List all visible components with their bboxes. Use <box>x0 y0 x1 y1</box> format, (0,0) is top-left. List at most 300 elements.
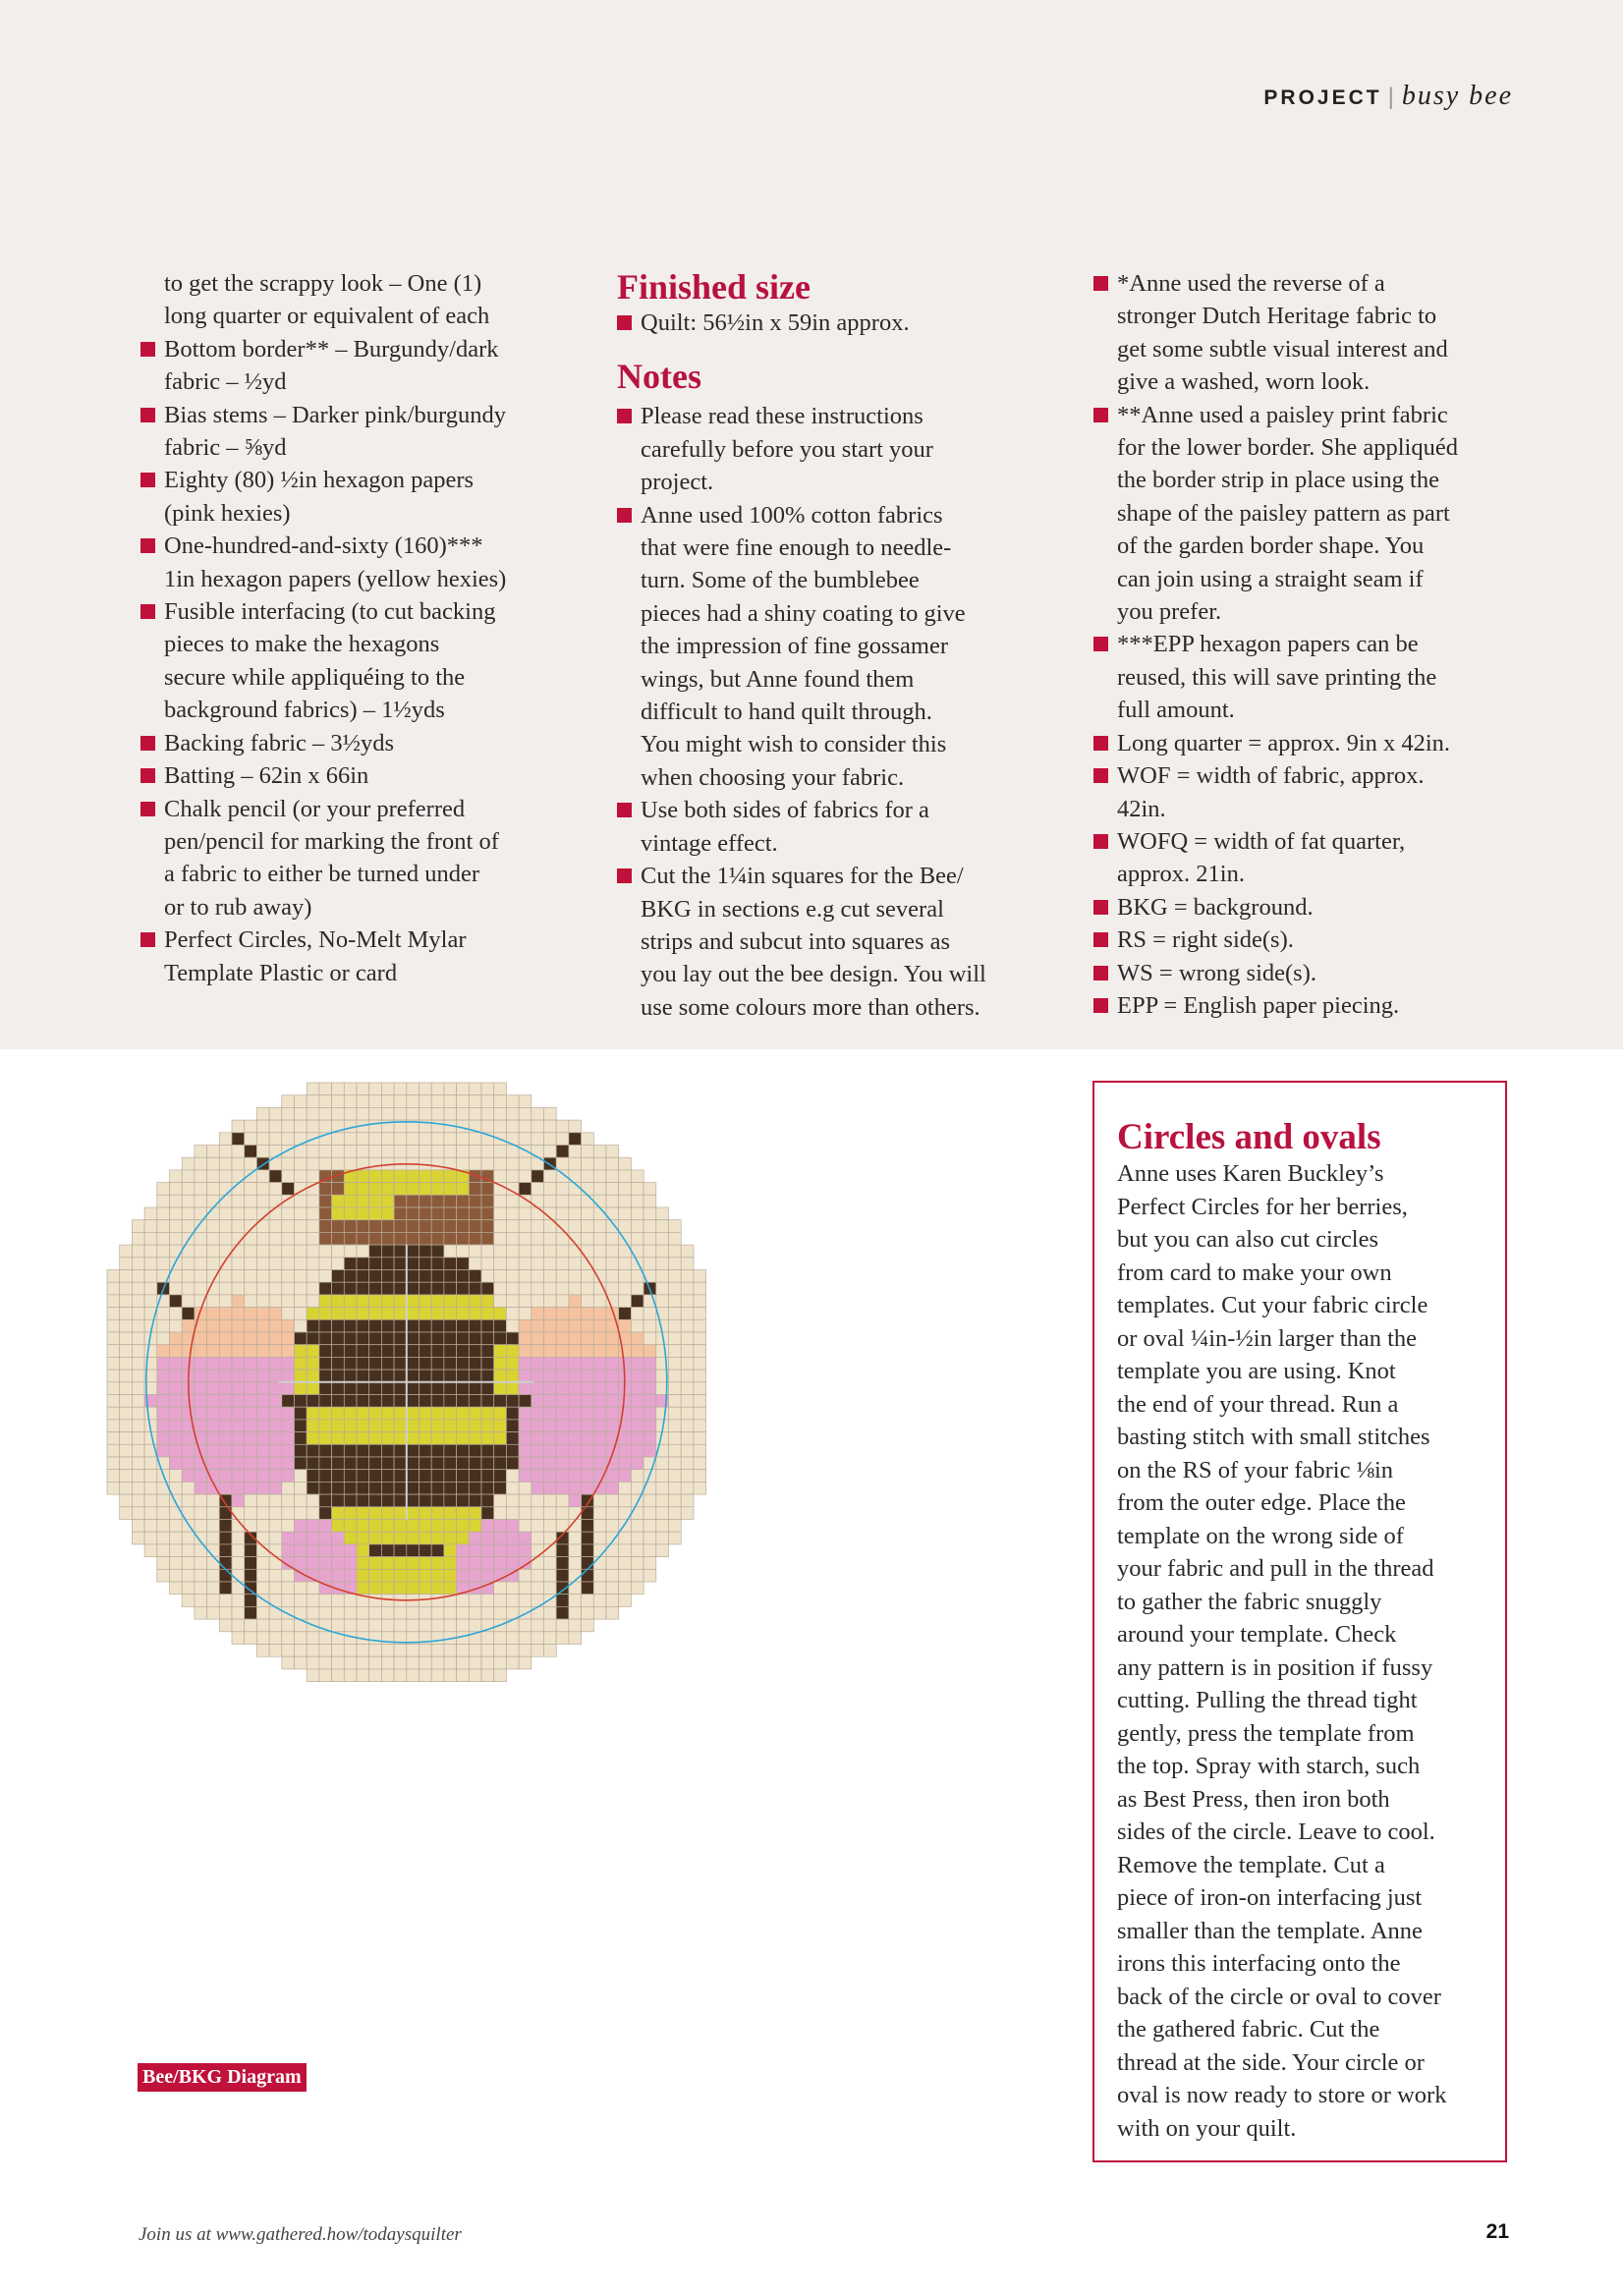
grid-cell <box>219 1332 232 1345</box>
grid-cell <box>569 1258 582 1270</box>
grid-cell <box>357 1395 369 1408</box>
grid-cell <box>481 1220 494 1233</box>
grid-cell <box>544 1245 557 1258</box>
grid-cell <box>420 1095 432 1108</box>
grid-cell <box>644 1332 656 1345</box>
grid-cell <box>469 1370 481 1382</box>
grid-cell <box>394 1107 407 1120</box>
grid-cell <box>631 1207 644 1220</box>
grid-cell <box>269 1133 282 1146</box>
grid-cell <box>357 1245 369 1258</box>
grid-cell <box>256 1482 269 1494</box>
grid-cell <box>132 1345 144 1358</box>
grid-cell <box>357 1170 369 1183</box>
grid-cell <box>170 1494 183 1507</box>
grid-cell <box>332 1457 345 1470</box>
grid-cell <box>332 1245 345 1258</box>
grid-cell <box>582 1370 594 1382</box>
grid-cell <box>120 1420 133 1432</box>
sidebar-line: the top. Spray with starch, such <box>1117 1753 1421 1779</box>
grid-cell <box>256 1494 269 1507</box>
grid-cell <box>532 1107 544 1120</box>
grid-cell <box>344 1457 357 1470</box>
list-item-continued: the border strip in place using the <box>1117 467 1439 494</box>
grid-cell <box>481 1395 494 1408</box>
grid-cell <box>144 1245 157 1258</box>
list-item-continued: pen/pencil for marking the front of <box>164 827 499 855</box>
grid-cell <box>582 1595 594 1607</box>
grid-cell <box>694 1282 706 1295</box>
grid-cell <box>494 1444 507 1457</box>
grid-cell <box>606 1270 619 1283</box>
grid-cell <box>319 1420 332 1432</box>
grid-cell <box>120 1494 133 1507</box>
list-item: Backing fabric – 3½yds <box>140 727 573 759</box>
grid-cell <box>344 1370 357 1382</box>
sidebar-text <box>1117 1157 1483 2145</box>
grid-cell <box>219 1308 232 1320</box>
grid-cell <box>469 1319 481 1332</box>
sidebar-line: from the outer edge. Place the <box>1117 1489 1406 1516</box>
grid-cell <box>544 1270 557 1283</box>
grid-cell <box>481 1282 494 1295</box>
grid-cell <box>332 1232 345 1245</box>
grid-cell <box>669 1532 682 1544</box>
grid-cell <box>457 1319 470 1332</box>
grid-cell <box>457 1507 470 1520</box>
grid-cell <box>644 1258 656 1270</box>
grid-cell <box>332 1345 345 1358</box>
grid-cell <box>232 1606 245 1619</box>
grid-cell <box>219 1619 232 1632</box>
grid-cell <box>606 1195 619 1207</box>
grid-cell <box>232 1457 245 1470</box>
grid-cell <box>644 1183 656 1196</box>
grid-cell <box>481 1083 494 1095</box>
grid-cell <box>357 1207 369 1220</box>
grid-cell <box>506 1095 519 1108</box>
grid-cell <box>431 1532 444 1544</box>
list-item-continued: or to rub away) <box>164 893 312 921</box>
grid-cell <box>232 1357 245 1370</box>
grid-cell <box>544 1407 557 1420</box>
grid-cell <box>207 1345 220 1358</box>
grid-cell <box>656 1282 669 1295</box>
grid-cell <box>631 1345 644 1358</box>
grid-cell <box>319 1232 332 1245</box>
grid-cell <box>431 1270 444 1283</box>
grid-cell <box>332 1569 345 1582</box>
grid-cell <box>282 1632 295 1645</box>
grid-cell <box>606 1332 619 1345</box>
grid-cell <box>282 1095 295 1108</box>
grid-cell <box>593 1232 606 1245</box>
grid-cell <box>431 1095 444 1108</box>
grid-cell <box>694 1444 706 1457</box>
grid-cell <box>494 1507 507 1520</box>
grid-cell <box>556 1395 569 1408</box>
grid-cell <box>506 1494 519 1507</box>
grid-cell <box>420 1332 432 1345</box>
list-item-continued: wings, but Anne found them <box>641 665 915 693</box>
grid-cell <box>407 1232 420 1245</box>
grid-cell <box>694 1470 706 1483</box>
grid-cell <box>232 1245 245 1258</box>
list-item: Anne used 100% cotton fabrics <box>617 499 1049 532</box>
grid-cell <box>245 1120 257 1133</box>
grid-cell <box>519 1258 532 1270</box>
grid-cell <box>457 1557 470 1570</box>
grid-cell <box>219 1569 232 1582</box>
grid-cell <box>157 1345 170 1358</box>
grid-cell <box>431 1245 444 1258</box>
grid-cell <box>232 1220 245 1233</box>
grid-cell <box>644 1507 656 1520</box>
grid-cell <box>120 1357 133 1370</box>
grid-cell <box>357 1332 369 1345</box>
grid-cell <box>593 1245 606 1258</box>
grid-cell <box>344 1656 357 1669</box>
grid-cell <box>245 1258 257 1270</box>
grid-cell <box>144 1232 157 1245</box>
grid-cell <box>656 1258 669 1270</box>
grid-cell <box>669 1470 682 1483</box>
grid-cell <box>182 1532 195 1544</box>
grid-cell <box>532 1494 544 1507</box>
grid-cell <box>444 1582 457 1595</box>
grid-cell <box>332 1606 345 1619</box>
grid-cell <box>506 1557 519 1570</box>
grid-cell <box>582 1520 594 1533</box>
grid-cell <box>269 1395 282 1408</box>
grid-cell <box>319 1494 332 1507</box>
grid-cell <box>394 1557 407 1570</box>
grid-cell <box>256 1619 269 1632</box>
grid-cell <box>556 1258 569 1270</box>
grid-cell <box>619 1295 632 1308</box>
grid-cell <box>457 1270 470 1283</box>
grid-cell <box>219 1382 232 1395</box>
grid-cell <box>381 1133 394 1146</box>
grid-cell <box>245 1544 257 1557</box>
grid-cell <box>532 1295 544 1308</box>
grid-cell <box>394 1569 407 1582</box>
grid-cell <box>195 1370 207 1382</box>
grid-cell <box>157 1569 170 1582</box>
grid-cell <box>481 1569 494 1582</box>
grid-cell <box>644 1195 656 1207</box>
grid-cell <box>245 1357 257 1370</box>
grid-cell <box>593 1146 606 1158</box>
grid-cell <box>519 1220 532 1233</box>
grid-cell <box>107 1370 120 1382</box>
grid-cell <box>207 1595 220 1607</box>
grid-cell <box>532 1220 544 1233</box>
grid-cell <box>120 1282 133 1295</box>
grid-cell <box>195 1582 207 1595</box>
grid-cell <box>307 1532 319 1544</box>
grid-cell <box>394 1357 407 1370</box>
grid-cell <box>506 1332 519 1345</box>
grid-cell <box>444 1095 457 1108</box>
grid-cell <box>269 1645 282 1657</box>
grid-cell <box>232 1470 245 1483</box>
grid-cell <box>556 1382 569 1395</box>
grid-cell <box>519 1582 532 1595</box>
grid-cell <box>195 1183 207 1196</box>
grid-cell <box>481 1520 494 1533</box>
grid-cell <box>444 1370 457 1382</box>
grid-cell <box>307 1395 319 1408</box>
list-item: EPP = English paper piecing. <box>1093 989 1526 1022</box>
footer-url: Join us at www.gathered.how/todaysquilter <box>139 2224 462 2245</box>
grid-cell <box>357 1606 369 1619</box>
grid-cell <box>282 1282 295 1295</box>
list-item: RS = right side(s). <box>1093 924 1526 956</box>
grid-cell <box>694 1319 706 1332</box>
grid-cell <box>619 1183 632 1196</box>
grid-cell <box>256 1245 269 1258</box>
grid-cell <box>307 1557 319 1570</box>
grid-cell <box>282 1544 295 1557</box>
grid-cell <box>344 1645 357 1657</box>
grid-cell <box>307 1520 319 1533</box>
grid-cell <box>282 1619 295 1632</box>
grid-cell <box>269 1220 282 1233</box>
grid-cell <box>369 1520 382 1533</box>
grid-cell <box>394 1258 407 1270</box>
grid-cell <box>245 1482 257 1494</box>
grid-cell <box>606 1370 619 1382</box>
grid-cell <box>494 1532 507 1544</box>
grid-cell <box>582 1407 594 1420</box>
grid-cell <box>593 1532 606 1544</box>
grid-cell <box>694 1345 706 1358</box>
grid-cell <box>307 1582 319 1595</box>
grid-cell <box>469 1444 481 1457</box>
grid-cell <box>519 1157 532 1170</box>
grid-cell <box>469 1258 481 1270</box>
grid-cell <box>656 1270 669 1283</box>
grid-cell <box>269 1295 282 1308</box>
grid-cell <box>369 1207 382 1220</box>
grid-cell <box>195 1282 207 1295</box>
grid-cell <box>631 1382 644 1395</box>
grid-cell <box>381 1295 394 1308</box>
grid-cell <box>219 1245 232 1258</box>
grid-cell <box>369 1107 382 1120</box>
sidebar-line: or oval ¼in-½in larger than the <box>1117 1324 1418 1352</box>
grid-cell <box>644 1395 656 1408</box>
grid-cell <box>407 1308 420 1320</box>
grid-cell <box>481 1420 494 1432</box>
grid-cell <box>481 1258 494 1270</box>
grid-cell <box>344 1544 357 1557</box>
grid-cell <box>420 1282 432 1295</box>
grid-cell <box>381 1557 394 1570</box>
grid-cell <box>357 1420 369 1432</box>
grid-cell <box>519 1183 532 1196</box>
grid-cell <box>619 1319 632 1332</box>
grid-cell <box>606 1232 619 1245</box>
grid-cell <box>481 1432 494 1445</box>
grid-cell <box>407 1345 420 1358</box>
grid-cell <box>369 1308 382 1320</box>
grid-cell <box>269 1170 282 1183</box>
grid-cell <box>332 1157 345 1170</box>
grid-cell <box>582 1557 594 1570</box>
grid-cell <box>394 1095 407 1108</box>
grid-cell <box>307 1606 319 1619</box>
grid-cell <box>307 1444 319 1457</box>
grid-cell <box>444 1482 457 1494</box>
grid-cell <box>319 1669 332 1682</box>
grid-cell <box>420 1232 432 1245</box>
grid-cell <box>381 1270 394 1283</box>
grid-cell <box>444 1669 457 1682</box>
grid-cell <box>182 1470 195 1483</box>
grid-cell <box>582 1195 594 1207</box>
grid-cell <box>469 1656 481 1669</box>
grid-cell <box>544 1120 557 1133</box>
grid-cell <box>669 1270 682 1283</box>
grid-cell <box>369 1183 382 1196</box>
grid-cell <box>556 1157 569 1170</box>
grid-cell <box>295 1632 308 1645</box>
grid-cell <box>319 1258 332 1270</box>
grid-cell <box>245 1207 257 1220</box>
grid-cell <box>369 1606 382 1619</box>
grid-cell <box>420 1457 432 1470</box>
grid-cell <box>369 1258 382 1270</box>
grid-cell <box>407 1095 420 1108</box>
grid-cell <box>307 1157 319 1170</box>
grid-cell <box>282 1245 295 1258</box>
grid-cell <box>319 1146 332 1158</box>
grid-cell <box>444 1557 457 1570</box>
grid-cell <box>182 1220 195 1233</box>
sidebar-line: basting stitch with small stitches <box>1117 1424 1430 1450</box>
grid-cell <box>593 1395 606 1408</box>
grid-cell <box>120 1345 133 1358</box>
grid-cell <box>569 1507 582 1520</box>
grid-cell <box>519 1432 532 1445</box>
grid-cell <box>144 1220 157 1233</box>
grid-cell <box>593 1157 606 1170</box>
grid-cell <box>544 1319 557 1332</box>
grid-cell <box>232 1282 245 1295</box>
grid-cell <box>457 1357 470 1370</box>
grid-cell <box>282 1295 295 1308</box>
grid-cell <box>282 1332 295 1345</box>
grid-cell <box>332 1444 345 1457</box>
grid-cell <box>457 1619 470 1632</box>
grid-cell <box>157 1432 170 1445</box>
list-item-continued: 42in. <box>1117 795 1166 822</box>
grid-cell <box>144 1345 157 1358</box>
grid-cell <box>282 1532 295 1544</box>
grid-cell <box>369 1557 382 1570</box>
grid-cell <box>544 1332 557 1345</box>
grid-cell <box>369 1220 382 1233</box>
grid-cell <box>219 1595 232 1607</box>
grid-cell <box>457 1569 470 1582</box>
project-label: PROJECT <box>1263 86 1382 109</box>
grid-cell <box>107 1332 120 1345</box>
grid-cell <box>256 1645 269 1657</box>
grid-cell <box>582 1357 594 1370</box>
grid-cell <box>195 1420 207 1432</box>
grid-cell <box>631 1232 644 1245</box>
grid-cell <box>357 1470 369 1483</box>
grid-cell <box>631 1444 644 1457</box>
grid-cell <box>420 1420 432 1432</box>
grid-cell <box>282 1146 295 1158</box>
grid-cell <box>593 1520 606 1533</box>
grid-cell <box>394 1606 407 1619</box>
list-item-continued: BKG in sections e.g cut several <box>641 895 944 923</box>
grid-cell <box>307 1470 319 1483</box>
list-item-continued: a fabric to either be turned under <box>164 861 480 888</box>
grid-cell <box>556 1282 569 1295</box>
grid-cell <box>394 1532 407 1544</box>
grid-cell <box>457 1444 470 1457</box>
grid-cell <box>631 1295 644 1308</box>
grid-cell <box>606 1382 619 1395</box>
grid-cell <box>506 1157 519 1170</box>
grid-cell <box>219 1370 232 1382</box>
grid-cell <box>344 1357 357 1370</box>
grid-cell <box>444 1195 457 1207</box>
grid-cell <box>506 1444 519 1457</box>
grid-cell <box>157 1420 170 1432</box>
grid-cell <box>219 1395 232 1408</box>
grid-cell <box>332 1482 345 1494</box>
grid-cell <box>344 1407 357 1420</box>
grid-cell <box>269 1319 282 1332</box>
grid-cell <box>481 1457 494 1470</box>
grid-cell <box>332 1319 345 1332</box>
grid-cell <box>420 1195 432 1207</box>
grid-cell <box>332 1595 345 1607</box>
grid-cell <box>681 1494 694 1507</box>
grid-cell <box>182 1482 195 1494</box>
grid-cell <box>481 1146 494 1158</box>
grid-cell <box>170 1195 183 1207</box>
grid-cell <box>157 1382 170 1395</box>
grid-cell <box>369 1170 382 1183</box>
grid-cell <box>120 1270 133 1283</box>
grid-cell <box>656 1544 669 1557</box>
grid-cell <box>494 1282 507 1295</box>
grid-cell <box>494 1146 507 1158</box>
grid-cell <box>344 1146 357 1158</box>
grid-cell <box>332 1520 345 1533</box>
list-item: Use both sides of fabrics for a <box>617 794 1049 826</box>
grid-cell <box>444 1295 457 1308</box>
grid-cell <box>444 1544 457 1557</box>
grid-cell <box>681 1270 694 1283</box>
grid-cell <box>681 1482 694 1494</box>
grid-cell <box>207 1557 220 1570</box>
grid-cell <box>544 1382 557 1395</box>
grid-cell <box>519 1544 532 1557</box>
grid-cell <box>282 1183 295 1196</box>
grid-cell <box>532 1357 544 1370</box>
grid-cell <box>519 1606 532 1619</box>
grid-cell <box>295 1595 308 1607</box>
grid-cell <box>157 1544 170 1557</box>
